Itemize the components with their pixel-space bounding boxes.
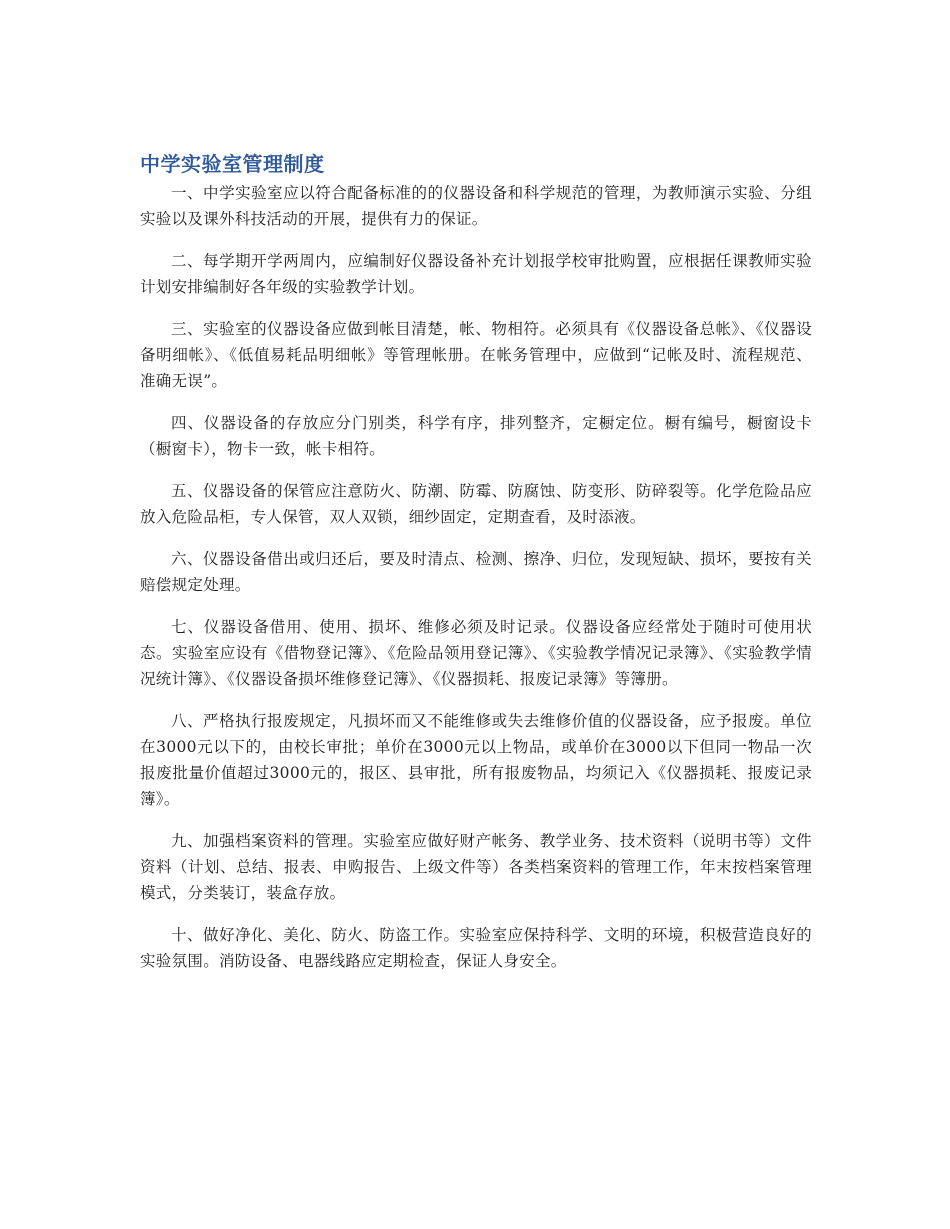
paragraph-5: 五、仪器设备的保管应注意防火、防潮、防霉、防腐蚀、防变形、防碎裂等。化学危险品应放入危险品柜，专人保管，双人双锁，细纱固定，定期查看，及时添液。 [140,482,812,526]
paragraph-9: 九、加强档案资料的管理。实验室应做好财产帐务、教学业务、技术资料（说明书等）文件资料（计划、总结、报表、申购报告、上级文件等）各类档案资料的管理工作，年末按档案管理模式，分类装订，装盒存放。 [140,832,812,902]
document-page [140,150,812,990]
paragraph-7: 七、仪器设备借用、使用、损坏、维修必须及时记录。仪器设备应经常处于随时可使用状态。实验室应设有《借物登记簿》、《危险品领用登记簿》、《实验教学情况记录簿》、《实验教学情况统计簿》、《仪器设备损坏维修登记簿》、《仪器损耗、报废记录簿》等簿册。 [140,618,812,688]
paragraph-3: 三、实验室的仪器设备应做到帐目清楚，帐、物相符。必须具有《仪器设备总帐》、《仪器设备明细帐》、《低值易耗品明细帐》等管理帐册。在帐务管理中，应做到“记帐及时、流程规范、准确无误”。 [140,320,812,390]
paragraph-10: 十、做好净化、美化、防火、防盗工作。实验室应保持科学、文明的环境，积极营造良好的实验氛围。消防设备、电器线路应定期检查，保证人身安全。 [140,926,812,970]
paragraph-6: 六、仪器设备借出或归还后，要及时清点、检测、擦净、归位，发现短缺、损坏，要按有关赔偿规定处理。 [140,550,812,594]
document-title: 中学实验室管理制度 [140,152,325,176]
paragraph-2: 二、每学期开学两周内，应编制好仪器设备补充计划报学校审批购置，应根据任课教师实验计划安排编制好各年级的实验教学计划。 [140,252,812,296]
paragraph-1: 一、中学实验室应以符合配备标准的的仪器设备和科学规范的管理，为教师演示实验、分组实验以及课外科技活动的开展，提供有力的保证。 [140,184,812,228]
paragraph-4: 四、仪器设备的存放应分门别类，科学有序，排列整齐，定橱定位。橱有编号，橱窗设卡（橱窗卡），物卡一致，帐卡相符。 [140,414,812,458]
paragraph-8: 八、严格执行报废规定，凡损坏而又不能维修或失去维修价值的仪器设备，应予报废。单位在3000元以下的，由校长审批；单价在3000元以上物品，或单价在3000以下但同一物品一次报废批量价值超过3000元的，报区、县审批，所有报废物品，均须记入《仪器损耗、报废记录簿》。 [140,712,812,808]
